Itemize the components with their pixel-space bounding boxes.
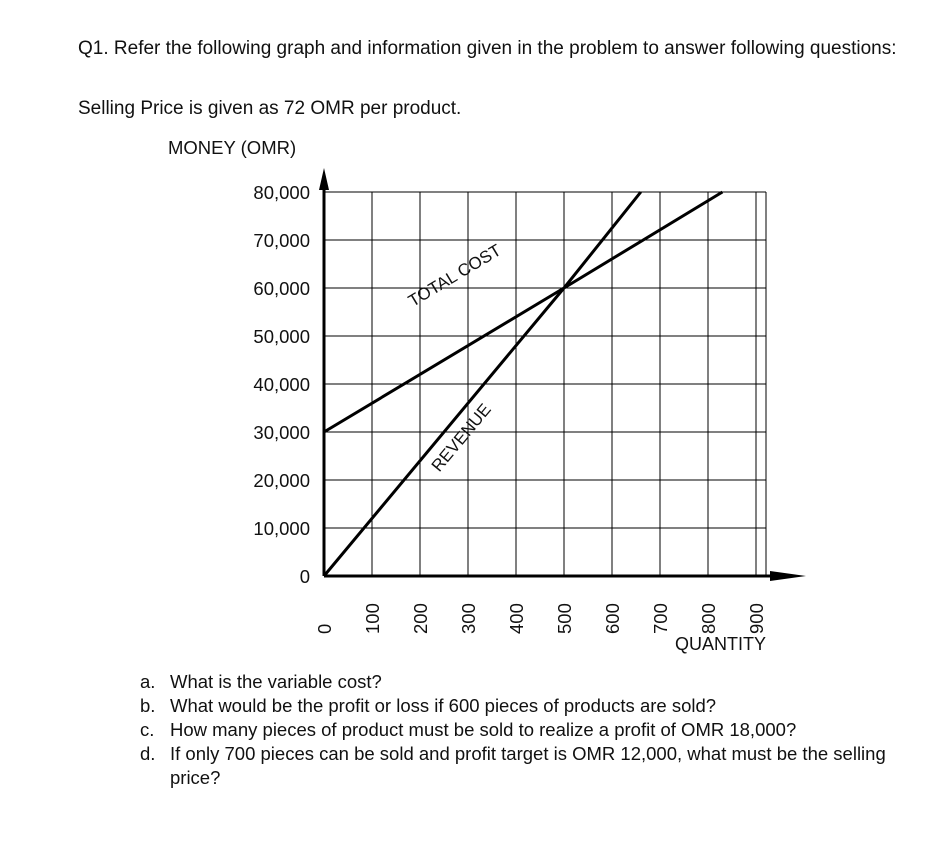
x-tick-label: 900 [746, 603, 767, 634]
x-tick-label: 0 [314, 623, 335, 634]
question-title: Q1. Refer the following graph and information given in the problem to answer following questions: [78, 38, 897, 59]
total-cost-line [324, 192, 722, 432]
y-tick-label: 10,000 [253, 518, 310, 539]
selling-price-info: Selling Price is given as 72 OMR per product. [78, 98, 462, 119]
x-tick-label: 600 [602, 603, 623, 634]
y-tick-label: 40,000 [253, 374, 310, 395]
question-letter: b. [140, 695, 156, 716]
x-tick-label: 700 [650, 603, 671, 634]
question-letter: d. [140, 743, 156, 764]
question-item [140, 670, 900, 694]
x-tick-label: 200 [410, 603, 431, 634]
y-tick-label: 80,000 [253, 182, 310, 203]
question-list [140, 670, 900, 790]
x-tick-label: 400 [506, 603, 527, 634]
x-tick-label: 100 [362, 603, 383, 634]
y-tick-label: 60,000 [253, 278, 310, 299]
x-tick-label: 800 [698, 603, 719, 634]
y-axis-label: MONEY (OMR) [168, 137, 297, 158]
y-tick-label: 30,000 [253, 422, 310, 443]
total-cost-label: TOTAL COST [405, 240, 505, 311]
y-tick-label: 0 [299, 566, 310, 587]
axes [319, 168, 806, 581]
question-item [140, 718, 900, 742]
y-tick-label: 50,000 [253, 326, 310, 347]
question-letter: a. [140, 671, 156, 692]
x-axis-label: QUANTITY [675, 634, 767, 654]
y-tick-label: 70,000 [253, 230, 310, 251]
y-axis-arrow [319, 168, 329, 190]
x-tick-label: 300 [458, 603, 479, 634]
question-text: What would be the profit or loss if 600 pieces of products are sold? [170, 695, 717, 716]
x-tick-label: 500 [554, 603, 575, 634]
grid [324, 192, 766, 576]
question-text: How many pieces of product must be sold to realize a profit of OMR 18,000? [170, 719, 797, 740]
question-item [140, 694, 900, 718]
revenue-label: REVENUE [427, 400, 495, 476]
question-text: What is the variable cost? [170, 671, 382, 692]
question-item [140, 742, 900, 790]
x-axis-arrow [770, 571, 806, 581]
question-letter: c. [140, 719, 155, 740]
y-tick-label: 20,000 [253, 470, 310, 491]
question-text: If only 700 pieces can be sold and profit target is OMR 12,000, what must be the selling price? [170, 743, 886, 788]
